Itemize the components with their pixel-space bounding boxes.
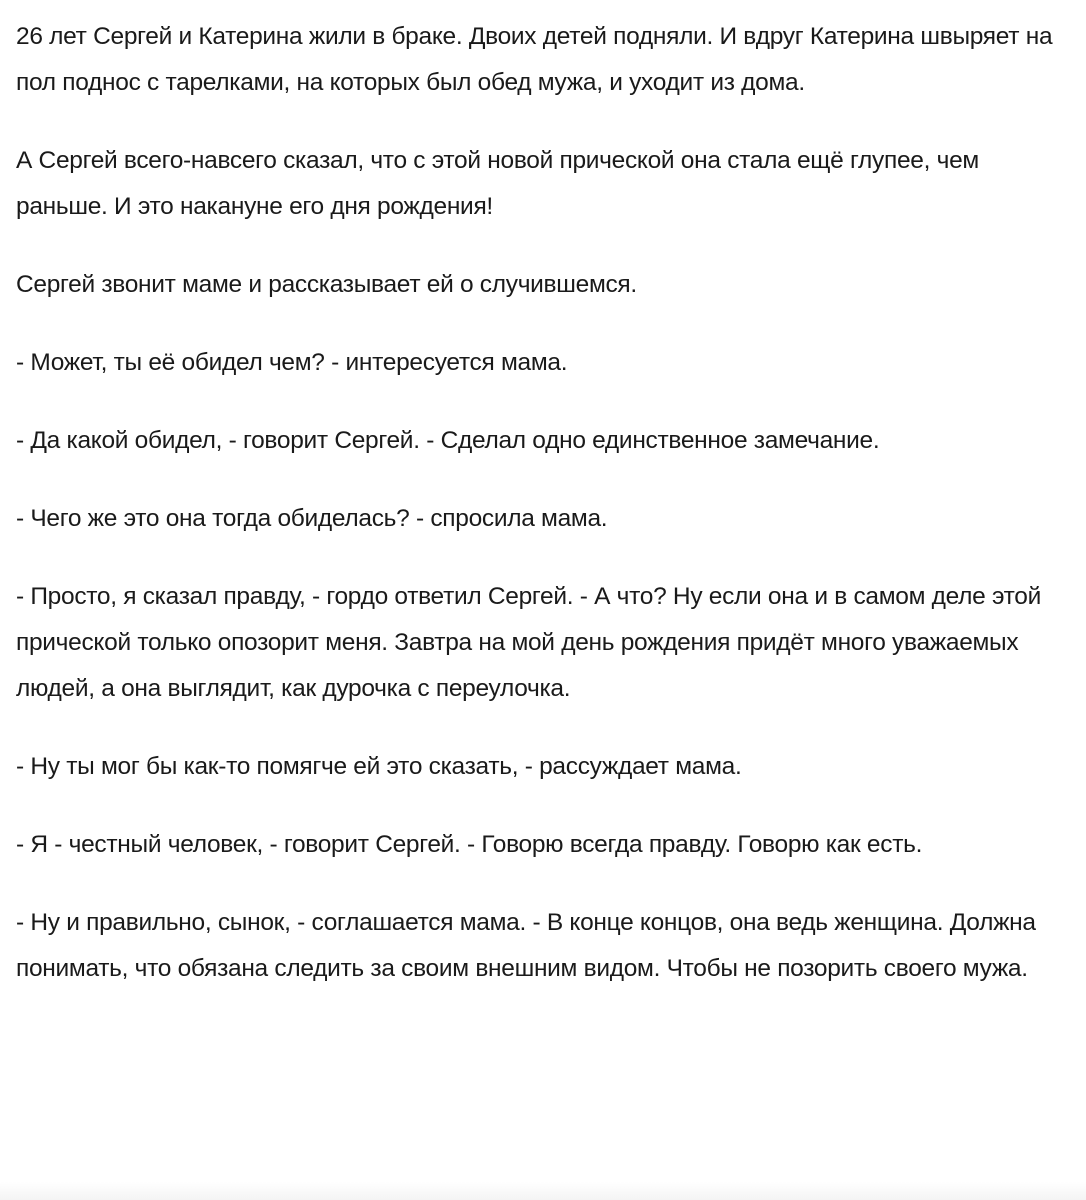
paragraph: - Чего же это она тогда обиделась? - спросила мама. [16, 505, 608, 532]
paragraph: - Я - честный человек, - говорит Сергей. - Говорю всегда правду. Говорю как есть. [16, 831, 923, 858]
article-body [16, 14, 1076, 1024]
bottom-fade [0, 1182, 1086, 1200]
paragraph: - Да какой обидел, - говорит Сергей. - Сделал одно единственное замечание. [16, 427, 880, 454]
paragraph: - Просто, я сказал правду, - гордо ответил Сергей. - А что? Ну если она и в самом деле этой прической только опозорит меня. Завтра на мой день рождения придёт много уважаемых людей, а она выглядит, как дурочка с переулочка. [16, 583, 1041, 702]
paragraph: А Сергей всего-навсего сказал, что с этой новой прической она стала ещё глупее, чем раньше. И это накануне его дня рождения! [16, 147, 979, 220]
paragraph: - Ну и правильно, сынок, - соглашается мама. - В конце концов, она ведь женщина. Должна понимать, что обязана следить за своим внешним видом. Чтобы не позорить своего мужа. [16, 909, 1036, 982]
paragraph: - Ну ты мог бы как-то помягче ей это сказать, - рассуждает мама. [16, 753, 742, 780]
paragraph: 26 лет Сергей и Катерина жили в браке. Двоих детей подняли. И вдруг Катерина швыряет на пол поднос с тарелками, на которых был обед мужа, и уходит из дома. [16, 23, 1053, 96]
paragraph: - Может, ты её обидел чем? - интересуется мама. [16, 349, 568, 376]
paragraph: Сергей звонит маме и рассказывает ей о случившемся. [16, 271, 637, 298]
